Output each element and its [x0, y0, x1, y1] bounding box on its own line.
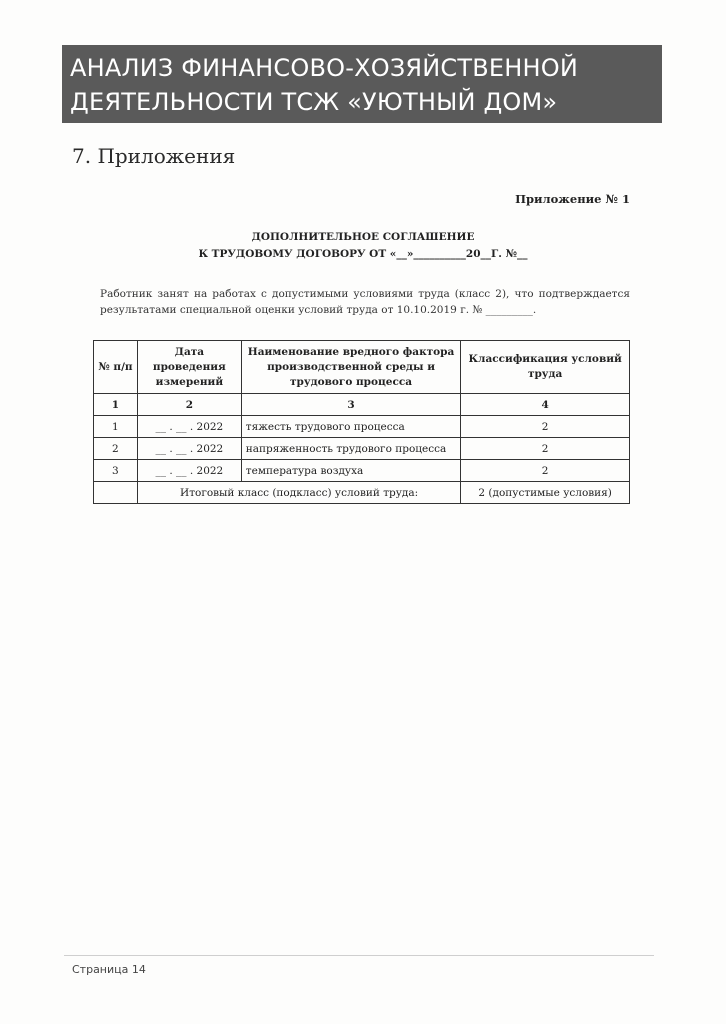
- row-number: 1: [94, 416, 138, 438]
- row-factor: напряженность трудового процесса: [241, 438, 461, 460]
- section-title: 7. Приложения: [72, 144, 236, 168]
- agreement-title-line1: ДОПОЛНИТЕЛЬНОЕ СОГЛАШЕНИЕ: [251, 231, 475, 243]
- row-factor: температура воздуха: [241, 460, 461, 482]
- agreement-title-line2: К ТРУДОВОМУ ДОГОВОРУ ОТ «__»__________20__Г. №__: [198, 248, 528, 260]
- row-date: __ . __ . 2022: [137, 460, 241, 482]
- column-number-row: [94, 394, 630, 416]
- header-cell-classification: Классификация условий труда: [461, 341, 630, 394]
- column-number-3: 3: [241, 394, 461, 416]
- report-header-banner: [62, 45, 662, 123]
- total-class-label: Итоговый класс (подкласс) условий труда:: [137, 482, 460, 504]
- table-row: [94, 460, 630, 482]
- column-number-4: 4: [461, 394, 630, 416]
- header-cell-date: Дата проведения измерений: [137, 341, 241, 394]
- row-factor: тяжесть трудового процесса: [241, 416, 461, 438]
- appendix-label: Приложение № 1: [515, 192, 630, 206]
- header-title-line1: АНАЛИЗ ФИНАНСОВО-ХОЗЯЙСТВЕННОЙ: [70, 54, 579, 82]
- column-number-2: 2: [137, 394, 241, 416]
- row-class: 2: [461, 460, 630, 482]
- header-cell-number: № п/п: [94, 341, 138, 394]
- total-empty-cell: [94, 482, 138, 504]
- working-conditions-table: [93, 340, 630, 504]
- table-row: [94, 438, 630, 460]
- header-title-line2: ДЕЯТЕЛЬНОСТИ ТСЖ «УЮТНЫЙ ДОМ»: [70, 88, 558, 116]
- row-number: 3: [94, 460, 138, 482]
- header-cell-factor: Наименование вредного фактора производственной среды и трудового процесса: [241, 341, 461, 394]
- row-date: __ . __ . 2022: [137, 416, 241, 438]
- row-class: 2: [461, 438, 630, 460]
- row-number: 2: [94, 438, 138, 460]
- column-number-1: 1: [94, 394, 138, 416]
- table-header-row: [94, 341, 630, 394]
- page-number: Страница 14: [72, 963, 146, 976]
- total-class-value: 2 (допустимые условия): [461, 482, 630, 504]
- row-class: 2: [461, 416, 630, 438]
- footer-divider: [64, 955, 654, 956]
- table-total-row: [94, 482, 630, 504]
- agreement-intro-text: Работник занят на работах с допустимыми условиями труда (класс 2), что подтверждается результатами специальной оценки условий труда от 10.10.2019 г. № _________.: [100, 288, 630, 316]
- row-date: __ . __ . 2022: [137, 438, 241, 460]
- table-row: [94, 416, 630, 438]
